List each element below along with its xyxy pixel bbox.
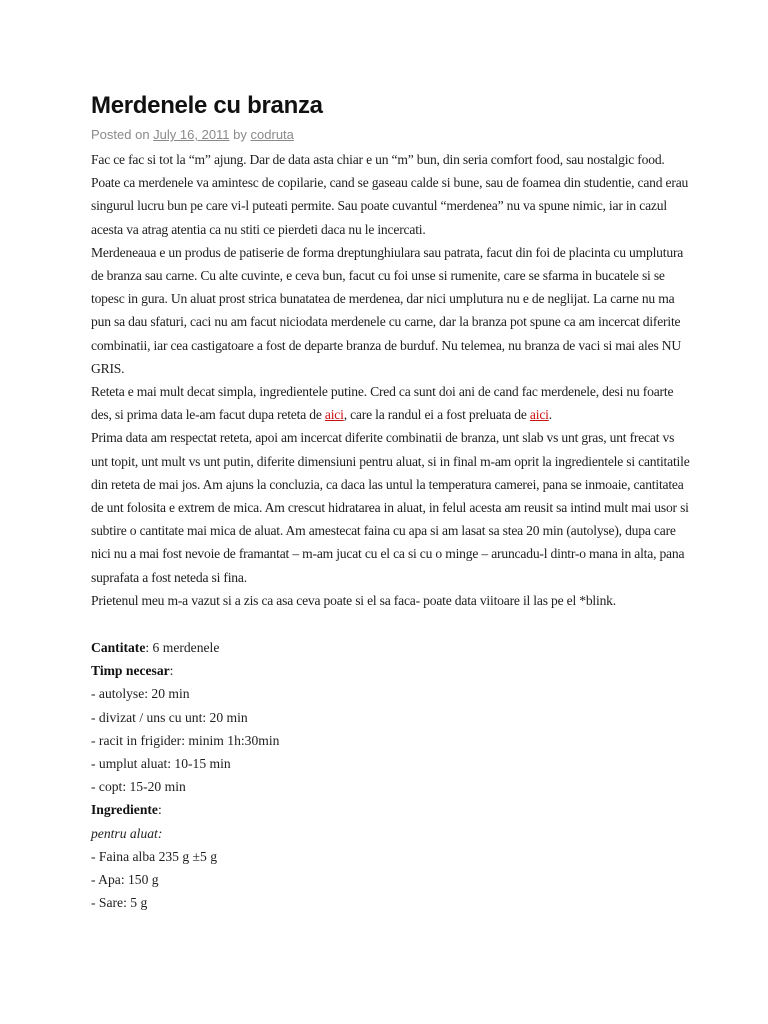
time-item: - autolyse: 20 min <box>91 686 190 702</box>
ingredients-label: Ingrediente <box>91 802 158 818</box>
recipe-section <box>91 636 691 914</box>
time-label: Timp necesar <box>91 663 170 679</box>
post-meta <box>91 127 294 142</box>
paragraph-source-text-a: Reteta e mai mult decat simpla, ingredientele putine. Cred ca sunt doi ani de cand fac merdenele, desi nu foarte des, si prima data le-am facut dupa reteta de <box>91 384 674 423</box>
paragraph-experiments: Prima data am respectat reteta, apoi am incercat diferite combinatii de branza, unt slab vs unt gras, unt frecat vs unt topit, unt mult vs unt putin, diferite dimensiuni pentru aluat, si in final m-am oprit la ingredientele si cantitatile din reteta de mai jos. Am ajuns la concluzia, ca daca las untul la temperatura camerei, pana se inmoaie, cantitatea de unt folosita e extrem de mica. Am crescut hidratarea in aluat, in felul acesta am reusit sa intind mult mai usor si subtire o cantitate mai mica de aluat. Am amestecat faina cu apa si am lasat sa stea 20 min (autolyse), dupa care nici nu a mai fost nevoie de framantat – m-am jucat cu el ca si cu o minge – aruncadu-l dintr-o mana in alta, pana suprafata a fost neteda si fina. <box>91 430 690 585</box>
time-item: - racit in frigider: minim 1h:30min <box>91 732 280 748</box>
quantity-line <box>91 636 691 659</box>
paragraph-source-text-b: , care la randul ei a fost preluata de <box>343 407 530 423</box>
time-colon: : <box>169 663 174 679</box>
paragraph-friend: Prietenul meu m-a vazut si a zis ca asa ceva poate si el sa faca- poate data viitoare il las pe el *blink. <box>91 592 616 608</box>
paragraph-source <box>91 380 691 426</box>
time-item: - umplut aluat: 10-15 min <box>91 756 231 772</box>
post-date-link[interactable]: July 16, 2011 <box>153 127 230 142</box>
dough-subheading <box>91 822 691 845</box>
time-item: - copt: 15-20 min <box>91 779 186 795</box>
author-link[interactable]: codruta <box>250 127 294 142</box>
ingredients-heading <box>91 798 691 821</box>
dough-label: pentru aluat: <box>91 825 163 841</box>
post-body <box>91 148 691 612</box>
paragraph-source-text-c: . <box>548 407 552 423</box>
source-link-1[interactable]: aici <box>324 407 344 423</box>
paragraph-intro: Fac ce fac si tot la “m” ajung. Dar de data asta chiar e un “m” bun, din seria comfort food, sau nostalgic food. Poate ca merdenele va amintesc de copilarie, cand se gaseau calde si bune, sau de foamea din studentie, cand erau singurul lucru bun pe care vi-l puteati permite. Sau poate cuvantul “merdenea” nu va spune nimic, iar in cazul acesta va atrag atentia ca nu stiti ce pierdeti daca nu le incercati. <box>91 152 689 237</box>
quantity-value: : 6 merdenele <box>145 640 220 655</box>
by-label: by <box>233 127 247 142</box>
ingredient-item: - Sare: 5 g <box>91 895 148 911</box>
ingredient-item: - Faina alba 235 g ±5 g <box>91 848 218 864</box>
time-heading <box>91 659 691 682</box>
posted-on-label: Posted on <box>91 127 150 142</box>
ingredient-item: - Apa: 150 g <box>91 872 159 888</box>
quantity-label: Cantitate <box>91 640 146 655</box>
paragraph-definition: Merdeneaua e un produs de patiserie de forma dreptunghiulara sau patrata, facut din foi de placinta cu umplutura de branza sau carne. Cu alte cuvinte, e ceva bun, facut cu foi unse si rumenite, care se sfarma in bucatele si se topesc in gura. Un aluat prost strica bunatatea de merdenea, dar nici umplutura nu e de neglijat. La carne nu ma pun sa dau sfaturi, caci nu am facut niciodata merdenele cu carne, dar la branza pot spune ca am incercat diferite combinatii, iar cea castigatoare a fost de departe branza de burduf. Nu telemea, nu branza de vaci si mai ales NU GRIS. <box>91 244 684 376</box>
post-title[interactable]: Merdenele cu branza <box>91 92 323 119</box>
source-link-2[interactable]: aici <box>529 407 549 423</box>
time-item: - divizat / uns cu unt: 20 min <box>91 709 248 725</box>
ingredients-colon: : <box>157 802 162 818</box>
